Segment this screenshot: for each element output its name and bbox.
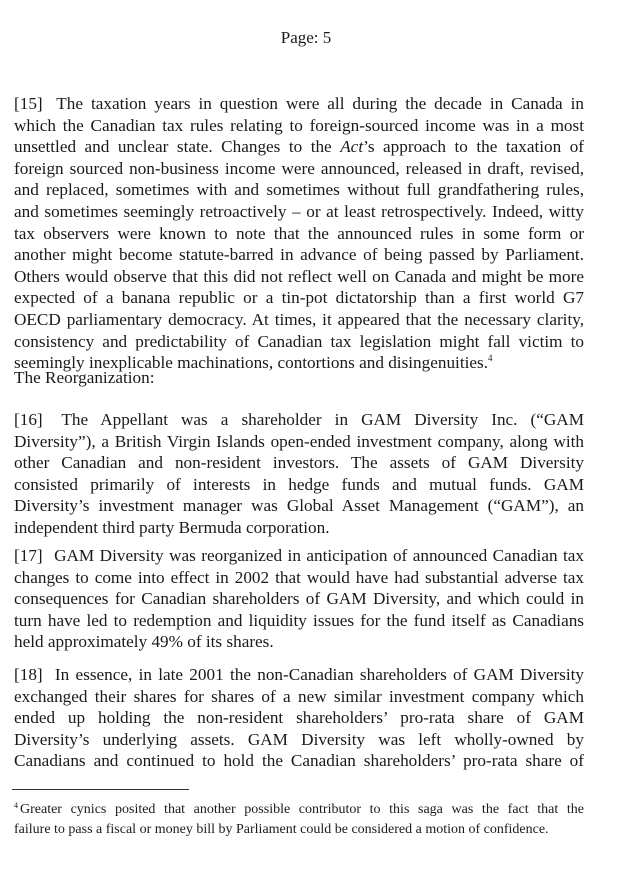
- text-line: Diversity’s investment manager was Global Asset Management (“GAM”), an: [14, 496, 584, 516]
- paragraph-number: [16]: [14, 410, 43, 429]
- text-line: [14, 545, 584, 567]
- text-line: tax observers were known to note that the announced rules in some form or: [14, 223, 584, 243]
- footnote-marker: 4: [14, 801, 18, 810]
- text-line: Canadians and continued to hold the Canadian shareholders’ pro-rata share of: [14, 751, 584, 771]
- page-number: Page: 5: [280, 28, 332, 47]
- footnote-line: failure to pass a fiscal or money bill by Parliament could be considered a motion of confidence.: [14, 822, 549, 837]
- text-line-content: In essence, in late 2001 the non-Canadian shareholders of GAM Diversity: [54, 665, 585, 684]
- paragraph-15: [14, 93, 584, 374]
- paragraph-number: [17]: [14, 546, 43, 565]
- text-line: other Canadian and non-resident investors. The assets of GAM Diversity: [14, 453, 584, 473]
- text-line: independent third party Bermuda corporation.: [14, 517, 330, 537]
- act-italic: Act: [340, 137, 364, 157]
- text-line: [14, 93, 584, 115]
- footnote-text: Greater cynics posited that another possible contributor to this saga was the fact that the: [20, 802, 584, 817]
- text-line: expected of a banana republic or a tin-pot dictatorship than a first world G7: [14, 288, 584, 308]
- text-line: [14, 136, 584, 158]
- paragraph-18: [14, 664, 584, 772]
- text-line: [14, 664, 584, 686]
- footnote-reference[interactable]: 4: [488, 353, 493, 364]
- paragraph-16: [14, 409, 584, 539]
- text-line-content: unsettled and unclear state. Changes to the: [14, 137, 341, 157]
- text-line: [14, 409, 584, 431]
- paragraph-number: [18]: [14, 665, 43, 684]
- paragraph-17: [14, 545, 584, 653]
- text-line: consistency and predictability of Canadian tax legislation might fall victim to: [14, 331, 584, 351]
- text-line: ended up holding the non-resident shareholders’ pro-rata share of GAM: [14, 708, 584, 728]
- text-line: held approximately 49% of its shares.: [14, 632, 274, 652]
- text-line-content: The Appellant was a shareholder in GAM Diversity Inc. (“GAM: [61, 410, 584, 429]
- text-line: changes to come into effect in 2002 that would have had substantial adverse tax: [14, 567, 584, 587]
- text-line: Others would observe that this did not reflect well on Canada and might be more: [14, 266, 584, 286]
- text-line: consequences for Canadian shareholders of GAM Diversity, and which could in: [14, 589, 584, 609]
- text-line: and replaced, sometimes with and sometimes without full grandfathering rules,: [14, 180, 584, 200]
- text-line: turn have led to redemption and liquidity issues for the fund itself as Canadians: [14, 610, 584, 630]
- footnote-separator: [12, 789, 189, 790]
- section-heading: The Reorganization:: [14, 368, 155, 387]
- text-line: another might become statute-barred in advance of being passed by Parliament.: [14, 245, 584, 265]
- footnote-4: [14, 800, 584, 840]
- text-line-content: GAM Diversity was reorganized in anticipation of announced Canadian tax: [54, 546, 585, 565]
- text-line: Diversity’s underlying assets. GAM Diversity was left wholly-owned by: [14, 729, 584, 749]
- text-line-content: seemingly inexplicable machinations, contortions and disingenuities.: [14, 353, 488, 373]
- text-line: OECD parliamentary democracy. At times, it appeared that the necessary clarity,: [14, 309, 584, 329]
- text-line: which the Canadian tax rules relating to foreign-sourced income was in a most: [14, 115, 584, 135]
- text-line: foreign sourced non-business income were announced, released in draft, revised,: [14, 158, 584, 178]
- text-line: Diversity”), a British Virgin Islands open-ended investment company, along with: [14, 431, 584, 451]
- text-line-content: The taxation years in question were all during the decade in Canada in: [56, 94, 584, 113]
- paragraph-number: [15]: [14, 94, 43, 113]
- text-line-content: ’s approach to the taxation of: [363, 137, 585, 157]
- text-line: and sometimes seemingly retroactively – or at least retrospectively. Indeed, witty: [14, 201, 584, 221]
- text-line: exchanged their shares for shares of a new similar investment company which: [14, 686, 584, 706]
- footnote-line: [14, 800, 584, 820]
- text-line: consisted primarily of interests in hedge funds and mutual funds. GAM: [14, 474, 584, 494]
